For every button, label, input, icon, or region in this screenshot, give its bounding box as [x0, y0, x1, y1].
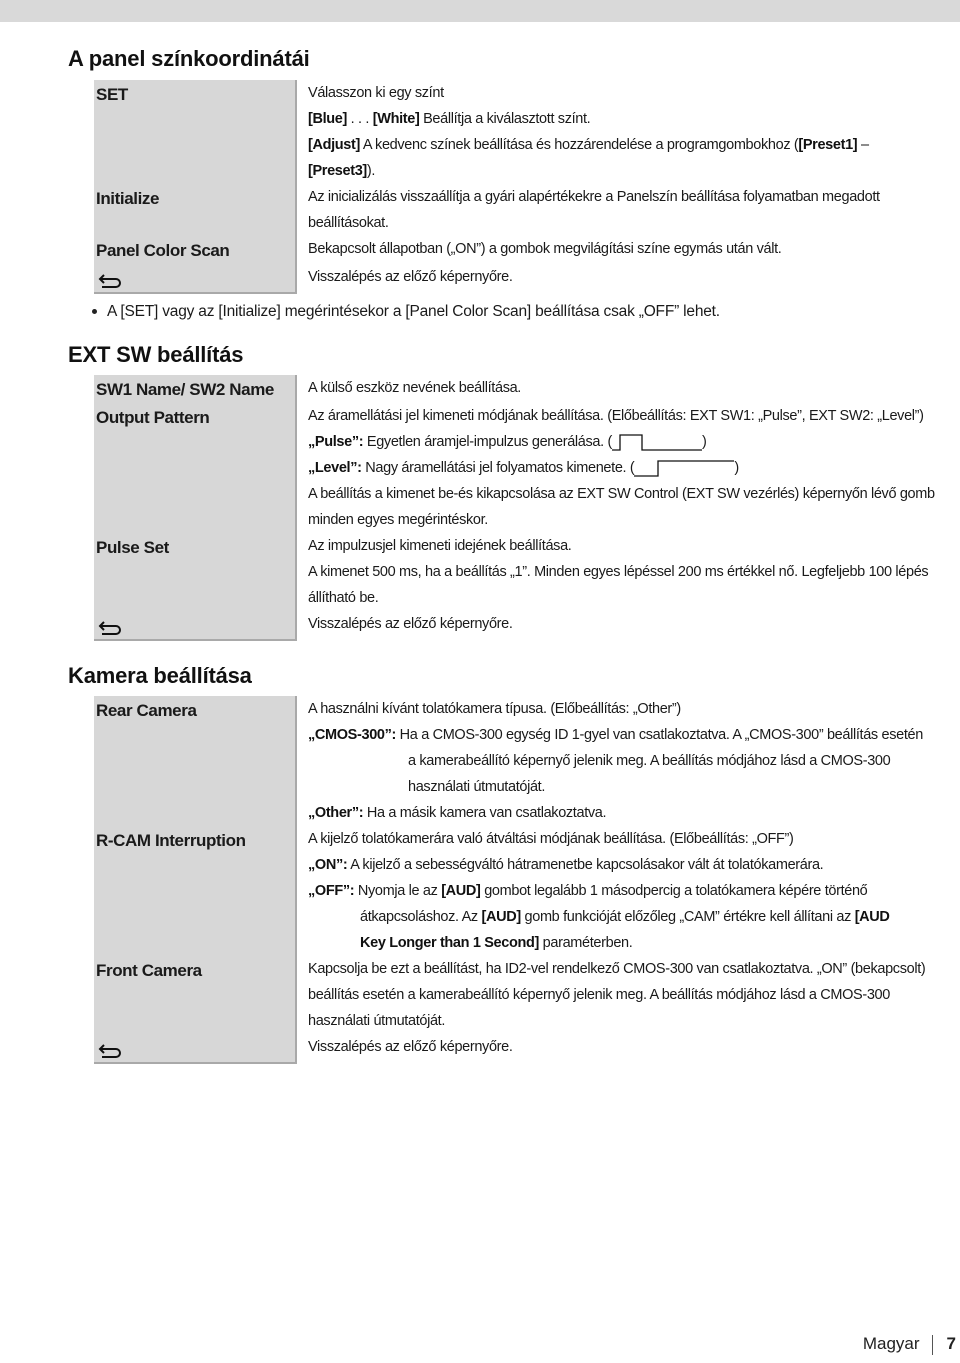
page-number: 7	[946, 1334, 956, 1353]
pulse-set-label: Pulse Set	[94, 533, 297, 611]
footer-language: Magyar	[862, 1334, 920, 1353]
panel-back-desc: Visszalépés az előző képernyőre.	[308, 269, 513, 285]
rcam-interruption-label: R-CAM Interruption	[94, 826, 297, 956]
sw-name-desc: A külső eszköz nevének beállítása.	[308, 380, 521, 396]
rcam-interruption-row	[94, 826, 952, 956]
set-row	[94, 80, 952, 184]
initialize-row	[94, 184, 952, 236]
pulse-set-row	[94, 533, 952, 611]
section-title-extsw: EXT SW beállítás	[68, 342, 244, 367]
return-arrow-icon	[98, 271, 124, 289]
section-title-panel: A panel színkoordinátái	[68, 46, 310, 71]
output-pattern-row	[94, 403, 952, 533]
sw-name-label: SW1 Name/ SW2 Name	[94, 375, 297, 403]
camera-back-row	[94, 1034, 952, 1064]
top-bar	[0, 0, 960, 22]
rear-camera-label: Rear Camera	[94, 696, 297, 826]
initialize-desc: Az inicializálás visszaállítja a gyári alapértékekre a Panelszín beállítása folyamatban megadott beállításokat.	[308, 189, 880, 231]
page-footer	[863, 1334, 960, 1355]
panel-settings-table	[94, 80, 952, 294]
camera-back-label	[94, 1034, 297, 1064]
set-label: SET	[94, 80, 297, 184]
section-title-camera: Kamera beállítása	[68, 663, 252, 688]
pulse-set-desc: Az impulzusjel kimeneti idejének beállítása. A kimenet 500 ms, ha a beállítás „1”. Minden egyes lépéssel 200 ms értékkel nő. Legfeljebb 100 lépés állítható be.	[308, 538, 929, 606]
panel-color-scan-desc: Bekapcsolt állapotban („ON”) a gombok megvilágítási színe egymás után vált.	[308, 241, 782, 257]
bullet-icon	[92, 309, 97, 314]
output-pattern-desc: Az áramellátási jel kimeneti módjának beállítása. (Előbeállítás: EXT SW1: „Pulse”, EXT SW2: „Level”) „Pulse”: Egyetlen áramjel-impulzus generálása. ( ) „Level”: Nagy áramellátási jel folyamatos kimenete. ( ) A beállítás a kimenet be-és kikapcsolása az EXT SW Control (EXT SW vezérlés) képernyőn lévő gomb minden egyes megérintéskor.	[308, 408, 935, 528]
set-desc: Válasszon ki egy színt [Blue] . . . [White] Beállítja a kiválasztott színt. [Adjust] A kedvenc színek beállítása és hozzárendelése a programgombokhoz ([Preset1] – [Preset3]).	[308, 85, 869, 179]
footer-divider	[932, 1335, 933, 1355]
front-camera-row	[94, 956, 952, 1034]
rear-camera-row	[94, 696, 952, 826]
front-camera-label: Front Camera	[94, 956, 297, 1034]
extsw-back-row	[94, 611, 952, 641]
rcam-interruption-desc: A kijelző tolatókamerára való átváltási módjának beállítása. (Előbeállítás: „OFF”) „ON”: A kijelző a sebességváltó hátramenetbe kapcsolásakor vált át tolatókamerára. „OFF”: Nyomja le az [AUD] gombot legalább 1 másodpercig a tolatókamera képére történő átkapcsoláshoz. Az [AUD] gomb funkcióját előzőleg „CAM” értékre kell állítani az [AUD Key Longer than 1 Second] paraméterben.	[308, 831, 890, 951]
camera-back-desc: Visszalépés az előző képernyőre.	[308, 1039, 513, 1055]
return-arrow-icon	[98, 1041, 124, 1059]
extsw-back-desc: Visszalépés az előző képernyőre.	[308, 616, 513, 632]
panel-color-scan-row	[94, 236, 952, 264]
panel-back-row	[94, 264, 952, 294]
level-waveform-icon	[634, 458, 734, 478]
front-camera-desc: Kapcsolja be ezt a beállítást, ha ID2-vel rendelkező CMOS-300 van csatlakoztatva. „ON” (bekapcsolt) beállítás esetén a kamerabeállító képernyő jelenik meg. A beállítás módjához lásd a CMOS-300 használati útmutatóját.	[308, 961, 926, 1029]
initialize-label: Initialize	[94, 184, 297, 236]
rear-camera-desc: A használni kívánt tolatókamera típusa. (Előbeállítás: „Other”) „CMOS-300”: Ha a CMOS-300 egység ID 1-gyel van csatlakoztatva. A „CMOS-300” beállítás esetén a kamerabeállító képernyő jelenik meg. A beállítás módjához lásd a CMOS-300 használati útmutatóját. „Other”: Ha a másik kamera van csatlakoztatva.	[308, 701, 923, 821]
panel-back-label	[94, 264, 297, 294]
extsw-settings-table	[94, 375, 952, 641]
panel-color-scan-label: Panel Color Scan	[94, 236, 297, 264]
sw-name-row	[94, 375, 952, 403]
output-pattern-label: Output Pattern	[94, 403, 297, 533]
return-arrow-icon	[98, 618, 124, 636]
panel-note: A [SET] vagy az [Initialize] megérintésekor a [Panel Color Scan] beállítása csak „OFF” lehet.	[92, 303, 720, 321]
pulse-waveform-icon	[612, 432, 702, 452]
camera-settings-table	[94, 696, 952, 1064]
extsw-back-label	[94, 611, 297, 641]
